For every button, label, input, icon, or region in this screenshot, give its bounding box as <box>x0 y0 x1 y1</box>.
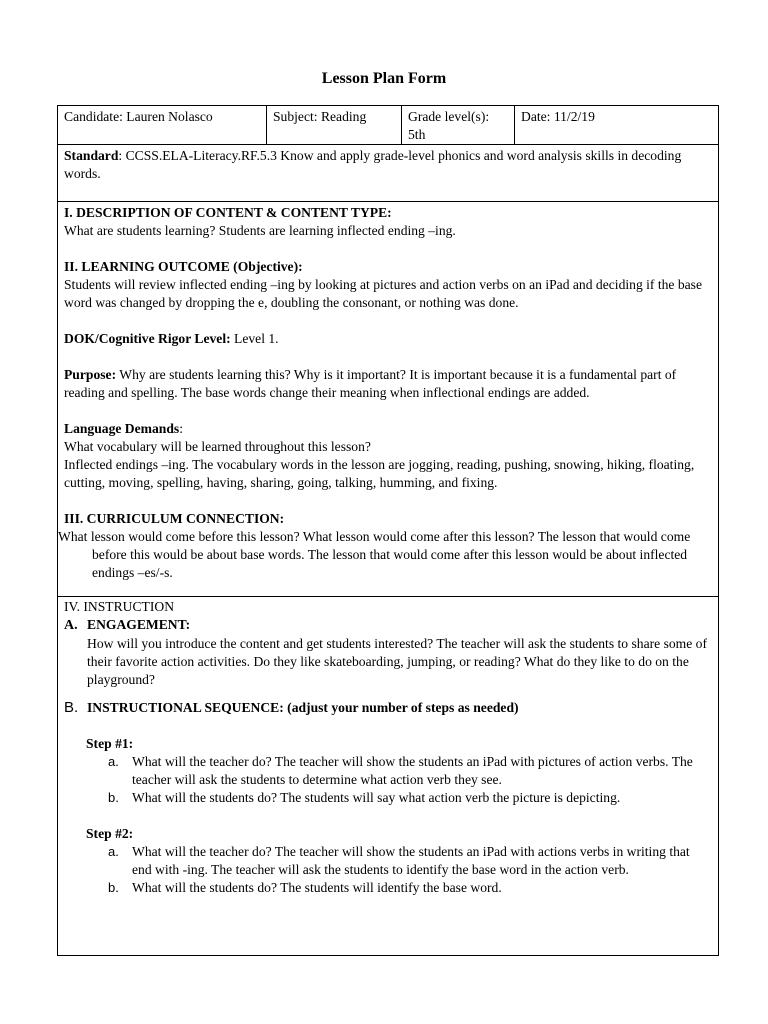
language-text: Inflected endings –ing. The vocabulary words in the lesson are jogging, reading, pushing, snowing, hiking, floating, cutting, moving, spelling, having, sharing, going, talking, humming, and fixing. <box>64 457 695 490</box>
sequence-letter: B. <box>64 699 79 716</box>
dok-line <box>64 330 712 348</box>
dok-label: DOK/Cognitive Rigor Level: <box>64 331 231 346</box>
engagement-letter: A. <box>64 618 78 633</box>
content-section-row <box>58 202 719 597</box>
step-2-a-marker: a. <box>108 844 119 859</box>
purpose-label: Purpose: <box>64 367 117 382</box>
sequence-title: INSTRUCTIONAL SEQUENCE: (adjust your number of steps as needed) <box>87 700 519 715</box>
section3-text: What lesson would come before this lesson? What lesson would come after this lesson? The lesson that would come before this would be about base words. The lesson that would come after this lesson would be about inflected endings –es/-s. <box>58 529 691 580</box>
standard-label: Standard <box>64 148 119 163</box>
step-2-teacher-text: What will the teacher do? The teacher will show the students an iPad with actions verbs in writing that end with -ing. The teacher will ask the students to identify the base word in the action verb. <box>132 844 690 877</box>
step-2-b-marker: b. <box>108 880 119 895</box>
section1-text: What are students learning? Students are learning inflected ending –ing. <box>64 223 456 238</box>
date-cell: Date: 11/2/19 <box>515 106 719 145</box>
step-1-teacher-text: What will the teacher do? The teacher will show the students an iPad with pictures of action verbs. The teacher will ask the students to determine what action verb they see. <box>132 754 693 787</box>
dok-value: Level 1. <box>230 331 279 346</box>
step-2-label: Step #2: <box>86 826 134 841</box>
grade-value: 5th <box>408 127 426 142</box>
engagement-text: How will you introduce the content and get students interested? The teacher will ask the students to share some of their favorite action activities. Do they like skateboarding, jumping, or reading? What do they like to do on the playground? <box>87 636 707 687</box>
language-label: Language Demands <box>64 421 180 436</box>
step-2-students <box>64 879 712 897</box>
purpose-paragraph <box>64 366 712 402</box>
section2-text: Students will review inflected ending –ing by looking at pictures and action verbs on an iPad and deciding if the base word was changed by dropping the e, doubling the consonant, or nothing was done. <box>64 277 702 310</box>
lesson-plan-table <box>57 105 719 956</box>
step-1-label: Step #1: <box>86 736 134 751</box>
standard-cell <box>58 145 719 202</box>
language-question: What vocabulary will be learned throughout this lesson? <box>64 439 371 454</box>
step-1-a-marker: a. <box>108 754 119 769</box>
engagement-title: ENGAGEMENT: <box>87 617 191 632</box>
step-1-b-marker: b. <box>108 790 119 805</box>
section1-heading: I. DESCRIPTION OF CONTENT & CONTENT TYPE: <box>64 205 392 220</box>
header-row <box>58 106 719 145</box>
language-colon: : <box>179 421 183 436</box>
section2-heading: II. LEARNING OUTCOME (Objective): <box>64 259 303 274</box>
step-2-students-text: What will the students do? The students will identify the base word. <box>132 880 502 895</box>
purpose-text: Why are students learning this? Why is it important? It is important because it is a fundamental part of reading and spelling. The base words change their meaning when inflectional endings are added. <box>64 367 677 400</box>
instruction-section-cell <box>58 597 719 956</box>
engagement-heading <box>64 616 712 635</box>
standard-row <box>58 145 719 202</box>
step-1-students-text: What will the students do? The students will say what action verb the picture is depicting. <box>132 790 621 805</box>
grade-cell <box>402 106 515 145</box>
form-title: Lesson Plan Form <box>321 70 447 87</box>
section3-heading: III. CURRICULUM CONNECTION: <box>64 511 285 526</box>
step-2-teacher <box>64 843 712 879</box>
step-1-students <box>64 789 712 807</box>
subject-cell: Subject: Reading <box>267 106 402 145</box>
content-section-cell <box>58 202 719 597</box>
step-1-teacher <box>64 753 712 789</box>
instruction-section-row <box>58 597 719 956</box>
language-heading <box>64 420 712 438</box>
sequence-heading <box>64 699 712 717</box>
standard-text: : CCSS.ELA-Literacy.RF.5.3 Know and apply grade-level phonics and word analysis skills in decoding words. <box>64 148 682 181</box>
candidate-cell: Candidate: Lauren Nolasco <box>58 106 267 145</box>
section4-heading: IV. INSTRUCTION <box>64 599 175 614</box>
grade-label: Grade level(s): <box>408 109 490 124</box>
lesson-plan-form <box>57 105 718 956</box>
